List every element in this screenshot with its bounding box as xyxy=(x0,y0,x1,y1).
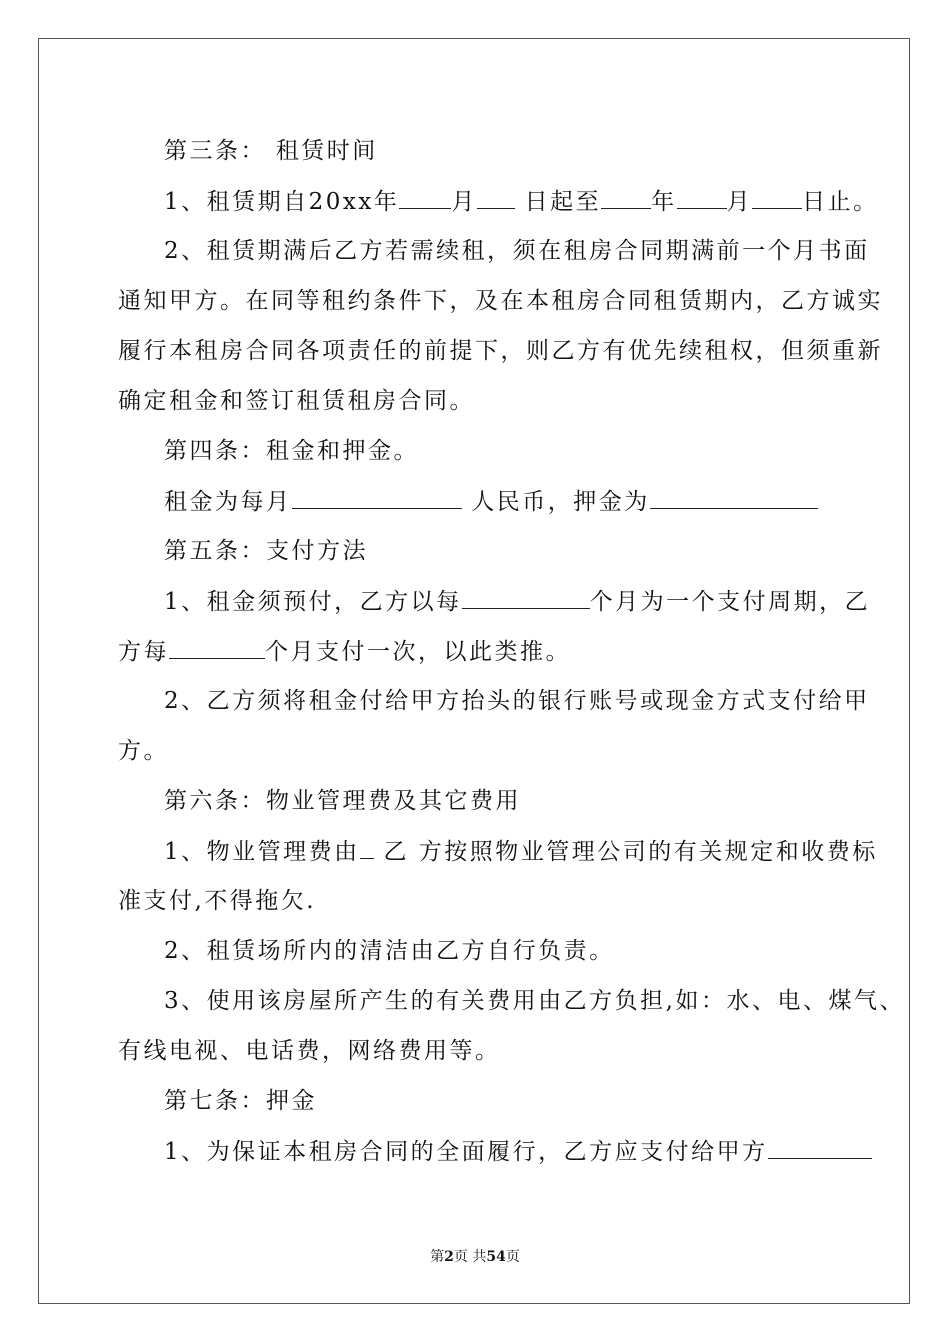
rent-text-1: 租金为每月 xyxy=(164,489,292,515)
payment-text-1: 1、租金须预付，乙方以每 xyxy=(164,589,462,615)
paragraph-line: 有线电视、电话费，网络费用等。 xyxy=(118,1038,501,1064)
blank-field[interactable] xyxy=(399,186,451,209)
blank-field[interactable] xyxy=(477,186,515,209)
lease-period-text-2: 月 xyxy=(451,189,477,215)
lease-period-text-6: 日止。 xyxy=(802,189,879,215)
page-footer xyxy=(0,1246,950,1266)
lease-period-line xyxy=(164,186,879,217)
article-3-heading: 第三条： 租赁时间 xyxy=(164,138,378,164)
lease-period-text-1: 1、租赁期自20xx年 xyxy=(164,189,400,215)
paragraph-line: 2、租赁期满后乙方若需续租，须在租房合同期满前一个月书面 xyxy=(164,238,870,264)
payment-text-4: 个月支付一次，以此类推。 xyxy=(265,639,571,665)
paragraph-line: 确定租金和签订租赁租房合同。 xyxy=(118,388,475,414)
article-5-heading: 第五条：支付方法 xyxy=(164,538,368,564)
paragraph-line: 通知甲方。在同等租约条件下，及在本租房合同租赁期内，乙方诚实 xyxy=(118,288,883,314)
blank-field[interactable] xyxy=(768,1136,872,1159)
blank-field[interactable] xyxy=(677,186,727,209)
blank-field[interactable] xyxy=(360,836,374,859)
paragraph-line: 2、租赁场所内的清洁由乙方自行负责。 xyxy=(164,938,615,964)
paragraph-line: 方。 xyxy=(118,738,169,764)
rent-line xyxy=(164,486,844,517)
payment-text-2: 个月为一个支付周期，乙 xyxy=(589,589,871,615)
deposit-line xyxy=(164,1136,844,1167)
payment-line-cont xyxy=(118,636,838,667)
property-fee-text-1: 1、物业管理费由 xyxy=(164,839,360,865)
blank-field[interactable] xyxy=(169,636,265,659)
property-fee-text-2: 乙 方按照物业管理公司的有关规定和收费标 xyxy=(373,839,878,865)
footer-prefix: 第 xyxy=(430,1249,445,1265)
blank-field[interactable] xyxy=(601,186,651,209)
rent-text-2: 人民币，押金为 xyxy=(461,489,650,515)
footer-middle: 页 共 xyxy=(453,1249,487,1265)
article-7-heading: 第七条：押金 xyxy=(164,1088,317,1114)
paragraph-line: 准支付,不得拖欠. xyxy=(118,888,317,914)
deposit-text-1: 1、为保证本租房合同的全面履行，乙方应支付给甲方 xyxy=(164,1139,768,1165)
paragraph-line: 3、使用该房屋所产生的有关费用由乙方负担,如：水、电、煤气、 xyxy=(164,988,905,1014)
lease-period-text-4: 年 xyxy=(651,189,677,215)
blank-field[interactable] xyxy=(752,186,802,209)
blank-field[interactable] xyxy=(292,486,462,509)
blank-field[interactable] xyxy=(462,586,590,609)
lease-period-text-3: 日起至 xyxy=(514,189,602,215)
paragraph-line: 履行本租房合同各项责任的前提下，则乙方有优先续租权，但须重新 xyxy=(118,338,883,364)
current-page-number: 2 xyxy=(444,1249,454,1265)
article-6-heading: 第六条：物业管理费及其它费用 xyxy=(164,788,521,814)
blank-field[interactable] xyxy=(650,486,818,509)
paragraph-line: 2、乙方须将租金付给甲方抬头的银行账号或现金方式支付给甲 xyxy=(164,688,870,714)
lease-period-text-5: 月 xyxy=(726,189,753,215)
payment-line xyxy=(164,586,871,617)
article-4-heading: 第四条：租金和押金。 xyxy=(164,438,419,464)
total-page-number: 54 xyxy=(486,1249,506,1265)
footer-suffix: 页 xyxy=(505,1249,520,1265)
payment-text-3: 方每 xyxy=(118,639,169,665)
property-fee-line xyxy=(164,836,878,867)
